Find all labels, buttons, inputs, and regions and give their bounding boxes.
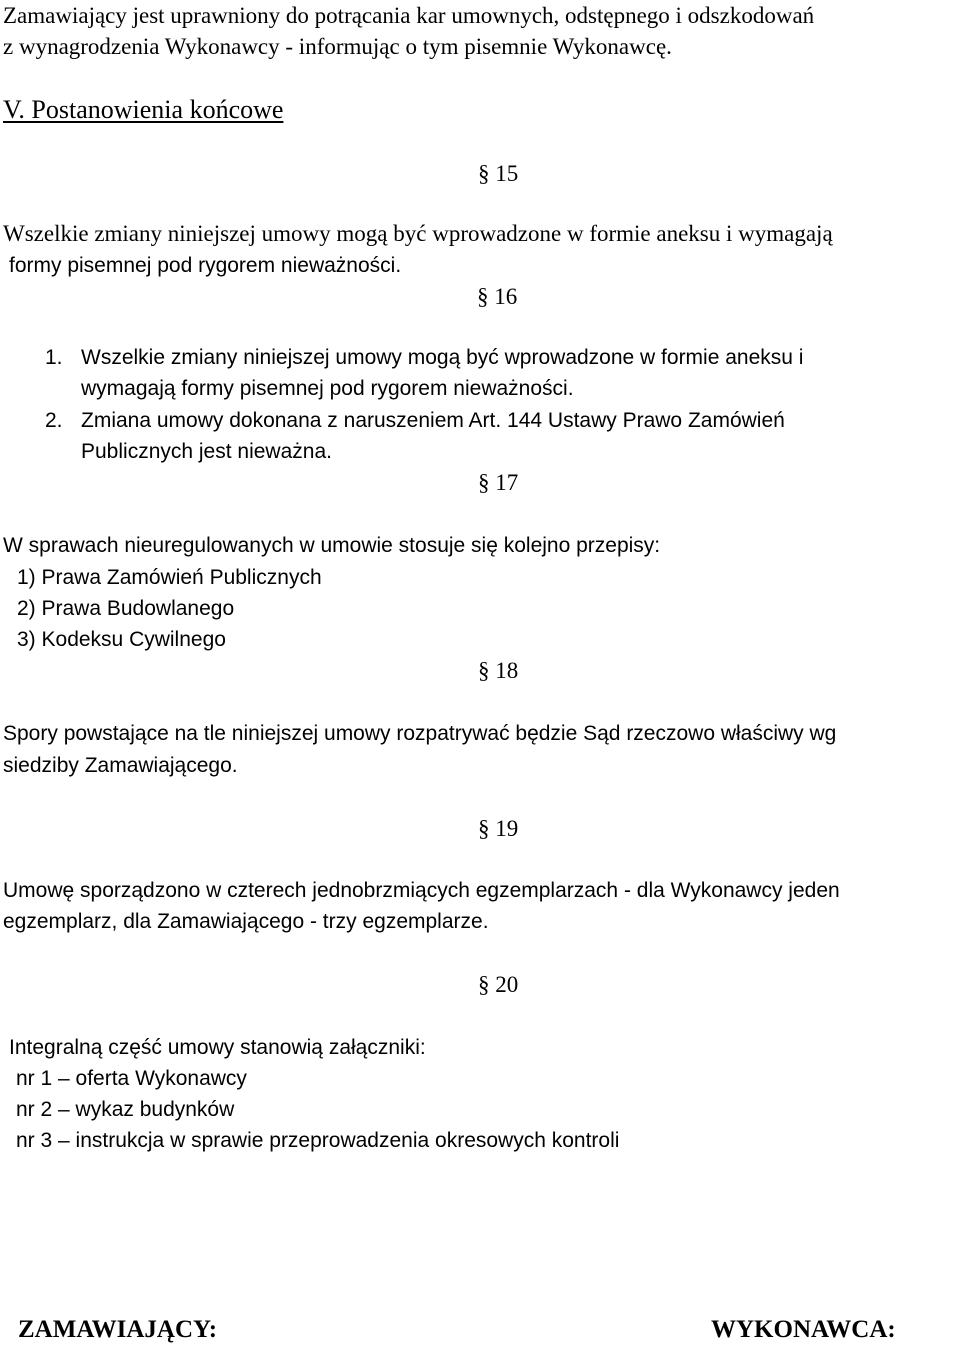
intro-line-2: z wynagrodzenia Wykonawcy - informując o tym pisemnie Wykonawcę.: [3, 34, 672, 59]
p15-line-1: Wszelkie zmiany niniejszej umowy mogą być wprowadzone w formie aneksu i wymagają: [3, 221, 833, 246]
section-heading: V. Postanowienia końcowe: [3, 95, 284, 124]
p16-item-2-line-1: Zmiana umowy dokonana z naruszeniem Art. 144 Ustawy Prawo Zamówień: [81, 409, 785, 432]
p15-line-2: formy pisemnej pod rygorem nieważności.: [9, 254, 402, 277]
p16-item-1-line-2: wymagają formy pisemnej pod rygorem nieważności.: [81, 377, 574, 400]
intro-line-1: Zamawiający jest uprawniony do potrącania kar umownych, odstępnego i odszkodowań: [3, 3, 815, 28]
paragraph-mark-15: § 15: [478, 161, 519, 186]
p17-list-item: 1) Prawa Zamówień Publicznych: [17, 566, 322, 589]
p16-item-2-number: 2.: [45, 409, 63, 432]
signature-contractor: WYKONAWCA:: [711, 1316, 896, 1343]
p18-line-1: Spory powstające na tle niniejszej umowy rozpatrywać będzie Sąd rzeczowo właściwy wg: [3, 722, 837, 745]
attachment-item: nr 3 – instrukcja w sprawie przeprowadzenia okresowych kontroli: [16, 1129, 620, 1152]
p18-line-2: siedziby Zamawiającego.: [3, 754, 238, 777]
p19-line-2: egzemplarz, dla Zamawiającego - trzy egzemplarze.: [3, 910, 489, 933]
attachment-item: nr 1 – oferta Wykonawcy: [16, 1067, 247, 1090]
paragraph-mark-17: § 17: [478, 470, 519, 495]
p16-item-2-line-2: Publicznych jest nieważna.: [81, 440, 332, 463]
paragraph-mark-18: § 18: [478, 658, 519, 683]
p17-intro: W sprawach nieuregulowanych w umowie stosuje się kolejno przepisy:: [3, 534, 661, 557]
p17-list-item: 3) Kodeksu Cywilnego: [17, 628, 226, 651]
paragraph-mark-16: § 16: [477, 284, 518, 309]
p17-list-item: 2) Prawa Budowlanego: [17, 597, 235, 620]
paragraph-mark-19: § 19: [478, 816, 519, 841]
p16-item-1-line-1: Wszelkie zmiany niniejszej umowy mogą być wprowadzone w formie aneksu i: [81, 346, 804, 369]
attachment-item: nr 2 – wykaz budynków: [16, 1098, 235, 1121]
signature-contracting-party: ZAMAWIAJĄCY:: [18, 1316, 218, 1343]
paragraph-mark-20: § 20: [478, 972, 519, 997]
p19-line-1: Umowę sporządzono w czterech jednobrzmiących egzemplarzach - dla Wykonawcy jeden: [3, 879, 840, 902]
p16-item-1-number: 1.: [45, 346, 63, 369]
p20-intro: Integralną część umowy stanowią załączniki:: [9, 1036, 426, 1059]
